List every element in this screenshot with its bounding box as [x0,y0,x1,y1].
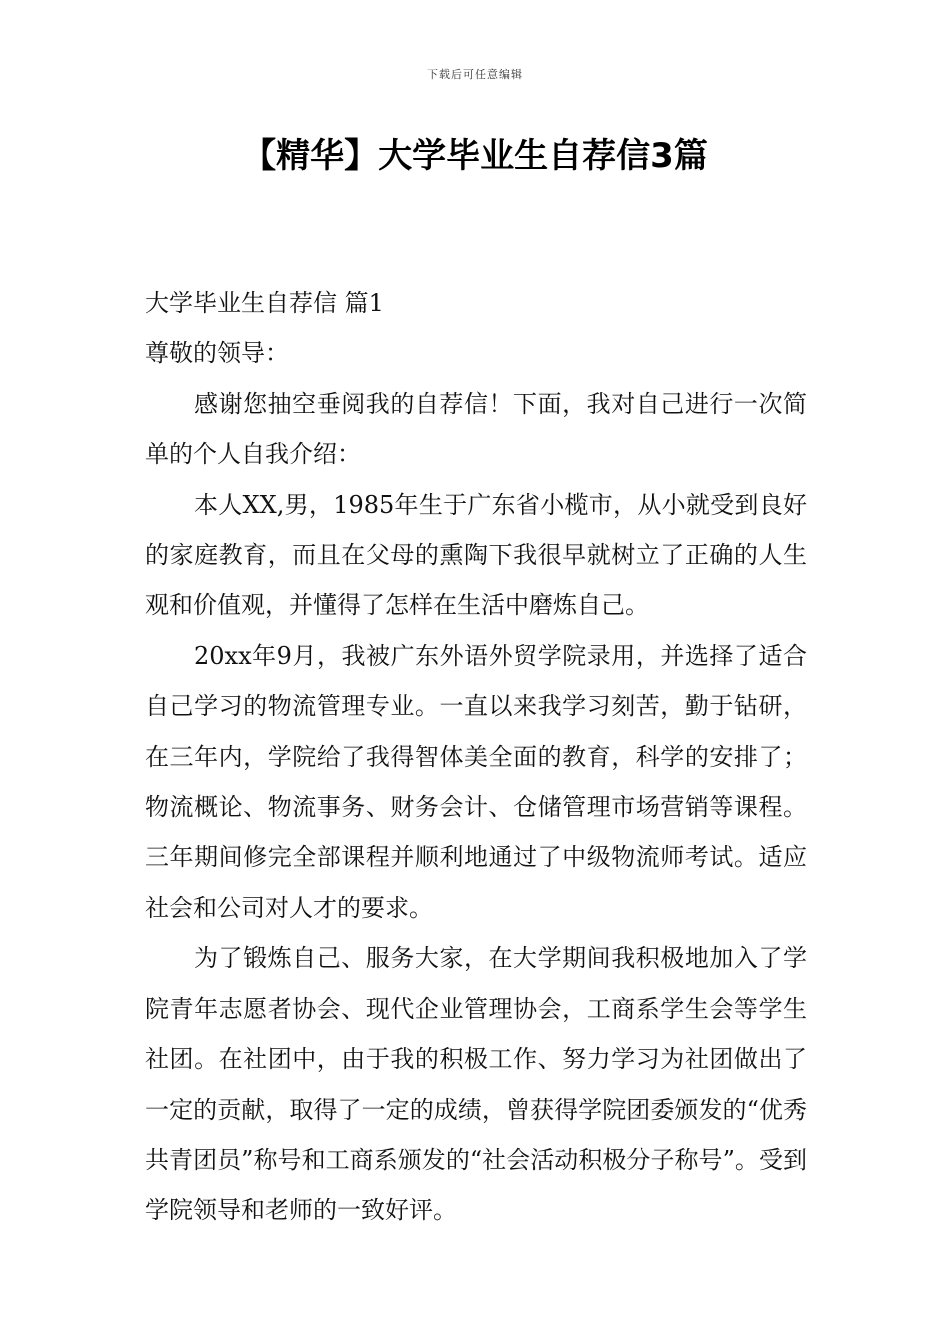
paragraph-intro: 感谢您抽空垂阅我的自荐信！下面，我对自己进行一次简单的个人自我介绍： [145,389,807,469]
paragraph-background: 本人XX,男，1985年生于广东省小榄市，从小就受到良好的家庭教育，而且在父母的熏陶下我很早就树立了正确的人生观和价值观，并懂得了怎样在生活中磨炼自己。 [145,490,807,620]
letter-body [145,278,807,1236]
salutation: 尊敬的领导： [145,339,289,368]
header-note: 下载后可任意编辑 [427,68,523,81]
section-heading: 大学毕业生自荐信 篇1 [145,289,384,317]
paragraph-activities: 为了锻炼自己、服务大家，在大学期间我积极地加入了学院青年志愿者协会、现代企业管理协会，工商系学生会等学生社团。在社团中，由于我的积极工作、努力学习为社团做出了一定的贡献，取得了一定的成绩，曾获得学院团委颁发的“优秀共青团员”称号和工商系颁发的“社会活动积极分子称号”。受到学院领导和老师的一致好评。 [145,944,807,1225]
document-title: 【精华】大学毕业生自荐信3篇 [242,136,708,176]
paragraph-education: 20xx年9月，我被广东外语外贸学院录用，并选择了适合自己学习的物流管理专业。一直以来我学习刻苦，勤于钻研，在三年内，学院给了我得智体美全面的教育，科学的安排了；物流概论、物流事务、财务会计、仓储管理市场营销等课程。三年期间修完全部课程并顺利地通过了中级物流师考试。适应社会和公司对人才的要求。 [145,641,807,922]
